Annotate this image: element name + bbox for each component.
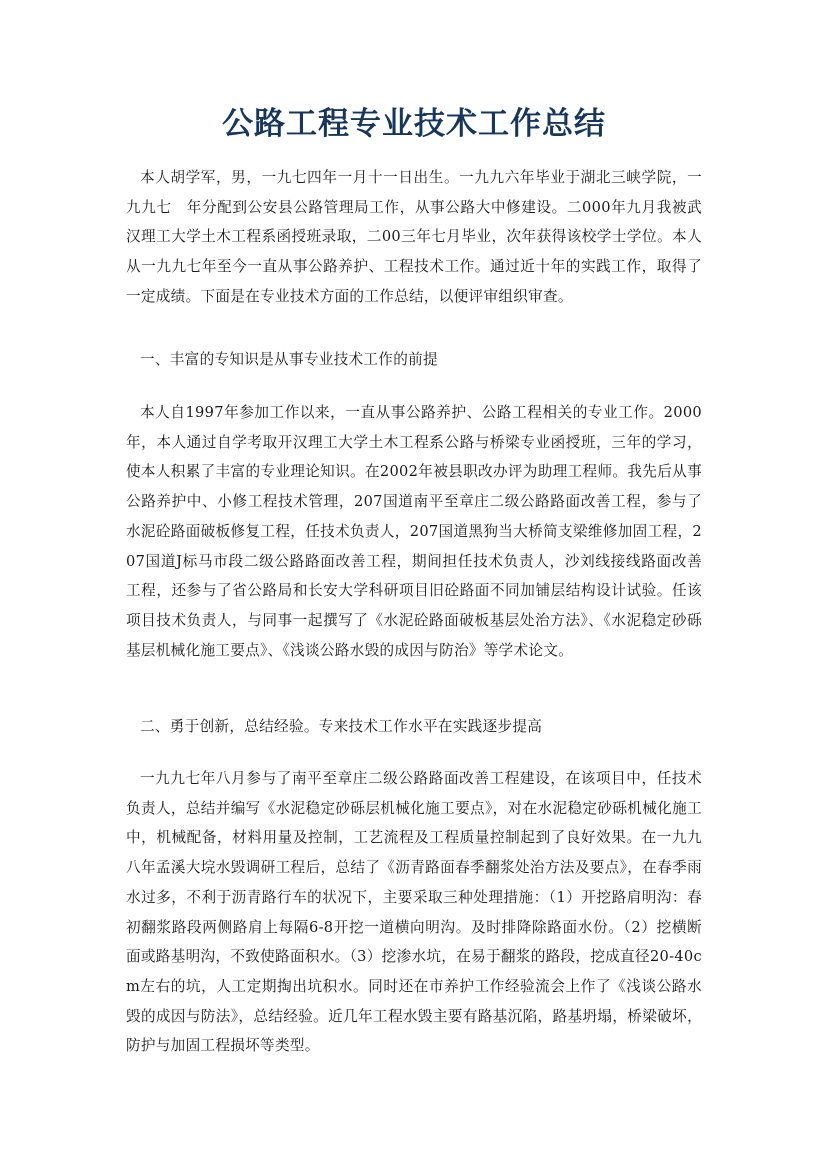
section-heading-2: 二、勇于创新，总结经验。专来技术工作水平在实践逐步提高 — [140, 718, 543, 735]
document-title: 公路工程专业技术工作总结 — [222, 106, 606, 142]
section-2-paragraph: 一九九七年八月参与了南平至章庄二级公路路面改善工程建设，在该项目中，任技术负责人，总结并编写《水泥稳定砂砾层机械化施工要点》，对在水泥稳定砂砾机械化施工中，机械配备，材料用量及控制，工艺流程及工程质量控制起到了良好效果。在一九九八年孟溪大垸水毁调研工程后，总结了《沥青路面春季翻浆处治方法及要点》，在春季雨水过多，不利于沥青路行车的状况下，主要采取三种处理措施：（1）开挖路肩明沟：春初翻浆路段两侧路肩上每隔6-8开挖一道横向明沟。及时排降除路面水份。（2）挖横断面或路基明沟，不致使路面积水。（3）挖渗水坑，在易于翻浆的路段，挖成直径20-40cm左右的坑，人工定期掏出坑积水。同时还在市养护工作经验流会上作了《浅谈公路水毁的成因与防法》，总结经验。近几年工程水毁主要有路基沉陷，路基坍塌，桥梁破坏，防护与加固工程损坏等类型。 — [126, 770, 702, 1055]
intro-paragraph: 本人胡学军，男，一九七四年一月十一日出生。一九九六年毕业于湖北三峡学院，一九九七 年分配到公安县公路管理局工作，从事公路大中修建设。二000年九月我被武汉理工大学土木工程系函授班录取，二00三年七月毕业，次年获得该校学士学位。本人从一九九七年至今一直从事公路养护、工程技术工作。通过近十年的实践工作，取得了一定成绩。下面是在专业技术方面的工作总结，以便评审组织审查。 — [126, 169, 702, 305]
document-page — [126, 0, 702, 1169]
section-1-paragraph: 本人自1997年参加工作以来，一直从事公路养护、公路工程相关的专业工作。2000年，本人通过自学考取开汉理工大学土木工程系公路与桥梁专业函授班，三年的学习，使本人积累了丰富的专业理论知识。在2002年被县职改办评为助理工程师。我先后从事公路养护中、小修工程技术管理，207国道南平至章庄二级公路路面改善工程，参与了水泥砼路面破板修复工程，任技术负责人，207国道黑狗当大桥简支梁维修加固工程，207国道J标马市段二级公路路面改善工程，期间担任技术负责人，沙刘线接线路面改善工程，还参与了省公路局和长安大学科研项目旧砼路面不同加铺层结构设计试验。任该项目技术负责人，与同事一起撰写了《水泥砼路面破板基层处治方法》、《水泥稳定砂砾基层机械化施工要点》、《浅谈公路水毁的成因与防治》等学术论文。 — [126, 404, 702, 659]
section-heading-1: 一、丰富的专知识是从事专业技术工作的前提 — [140, 351, 438, 368]
